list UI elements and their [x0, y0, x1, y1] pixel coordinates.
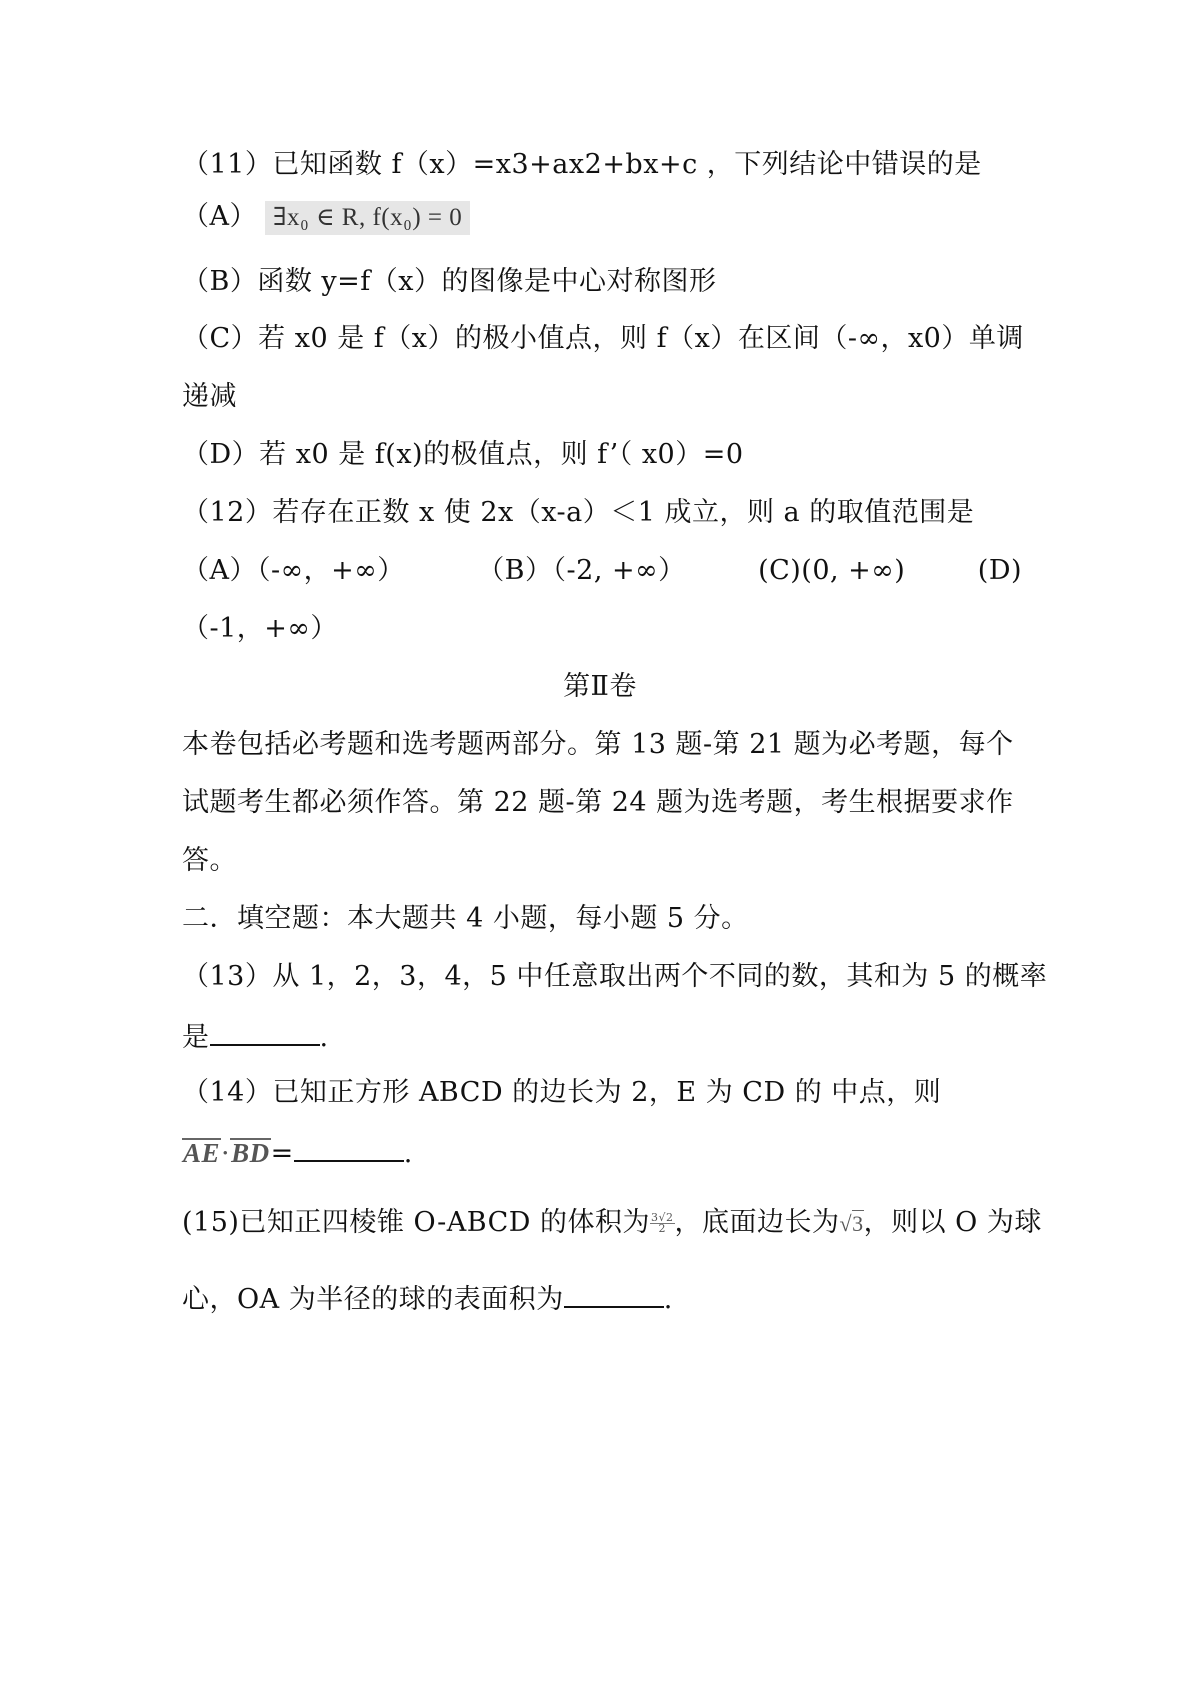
q14-dot: · [221, 1138, 231, 1169]
q14-vector-ae: AE [183, 1138, 221, 1168]
q15-fraction-denominator: 2 [658, 1222, 666, 1235]
q15-text-c: ，则以 O 为球 [863, 1207, 1042, 1238]
section-intro-line3: 答。 [182, 845, 237, 876]
q11-option-c-line2: 递减 [182, 381, 237, 412]
q15-line1 [182, 1206, 1042, 1241]
q14-answer-blank[interactable] [294, 1134, 404, 1162]
section-intro-line1: 本卷包括必考题和选考题两部分。第 13 题-第 21 题为必考题，每个 [182, 729, 1014, 760]
q15-text-a: (15)已知正四棱锥 O-ABCD 的体积为 [182, 1207, 650, 1238]
q11-stem: （11）已知函数 f（x）=x3+ax2+bx+c ，下列结论中错误的是 [182, 149, 982, 180]
q15-fraction-numerator: 3√2 [650, 1211, 674, 1224]
q15-sqrt-expression: √3 [839, 1211, 864, 1236]
q14-line2 [182, 1134, 413, 1171]
q11-option-a [182, 200, 470, 235]
q15-text-d: 心，OA 为半径的球的表面积为 [182, 1284, 564, 1315]
q13-answer-blank[interactable] [210, 1018, 320, 1046]
q12-options-row [182, 554, 1022, 588]
q12-option-d-value: （-1，+∞） [182, 613, 338, 644]
q15-sqrt-radicand: 3 [852, 1211, 864, 1236]
section-title: 第Ⅱ卷 [563, 671, 637, 702]
q12-option-c: (C)(0, +∞) [758, 555, 906, 586]
q11-option-d: （D）若 x0 是 f(x)的极值点，则 f’（ x0）=0 [182, 439, 744, 470]
q11-option-c-line1: （C）若 x0 是 f（x）的极小值点，则 f（x）在区间（-∞，x0）单调 [182, 323, 1024, 354]
section-intro-line2: 试题考生都必须作答。第 22 题-第 24 题为选考题，考生根据要求作 [182, 787, 1014, 818]
q15-line2 [182, 1280, 673, 1317]
q13-line1: （13）从 1，2，3，4，5 中任意取出两个不同的数，其和为 5 的概率 [182, 961, 1048, 992]
q11-option-b: （B）函数 y=f（x）的图像是中心对称图形 [182, 266, 717, 297]
q12-stem: （12）若存在正数 x 使 2x（x-a）＜1 成立，则 a 的取值范围是 [182, 497, 975, 528]
part2-heading: 二．填空题：本大题共 4 小题，每小题 5 分。 [182, 903, 749, 934]
q11-option-a-label: （A） [182, 201, 257, 232]
q15-answer-blank[interactable] [564, 1280, 664, 1308]
q12-option-a: （A）（-∞，+∞） [182, 555, 405, 586]
q13-suffix: . [319, 1022, 329, 1053]
q13-prefix: 是 [182, 1022, 210, 1053]
q13-line2 [182, 1018, 329, 1055]
q12-option-d-label: (D) [977, 555, 1022, 586]
q15-text-b: ，底面边长为 [674, 1207, 840, 1238]
q15-volume-fraction [650, 1213, 675, 1234]
q12-option-b: （B）（-2, +∞） [477, 555, 686, 586]
q11-option-a-formula: ∃x₀ ∈ R, f(x₀) = 0 [265, 201, 470, 235]
q15-end: . [663, 1284, 673, 1315]
q14-equals: = [270, 1138, 294, 1169]
q14-line1: （14）已知正方形 ABCD 的边长为 2，E 为 CD 的 中点，则 [182, 1077, 942, 1108]
q14-end: . [403, 1138, 413, 1169]
q14-vector-bd: BD [231, 1138, 270, 1168]
